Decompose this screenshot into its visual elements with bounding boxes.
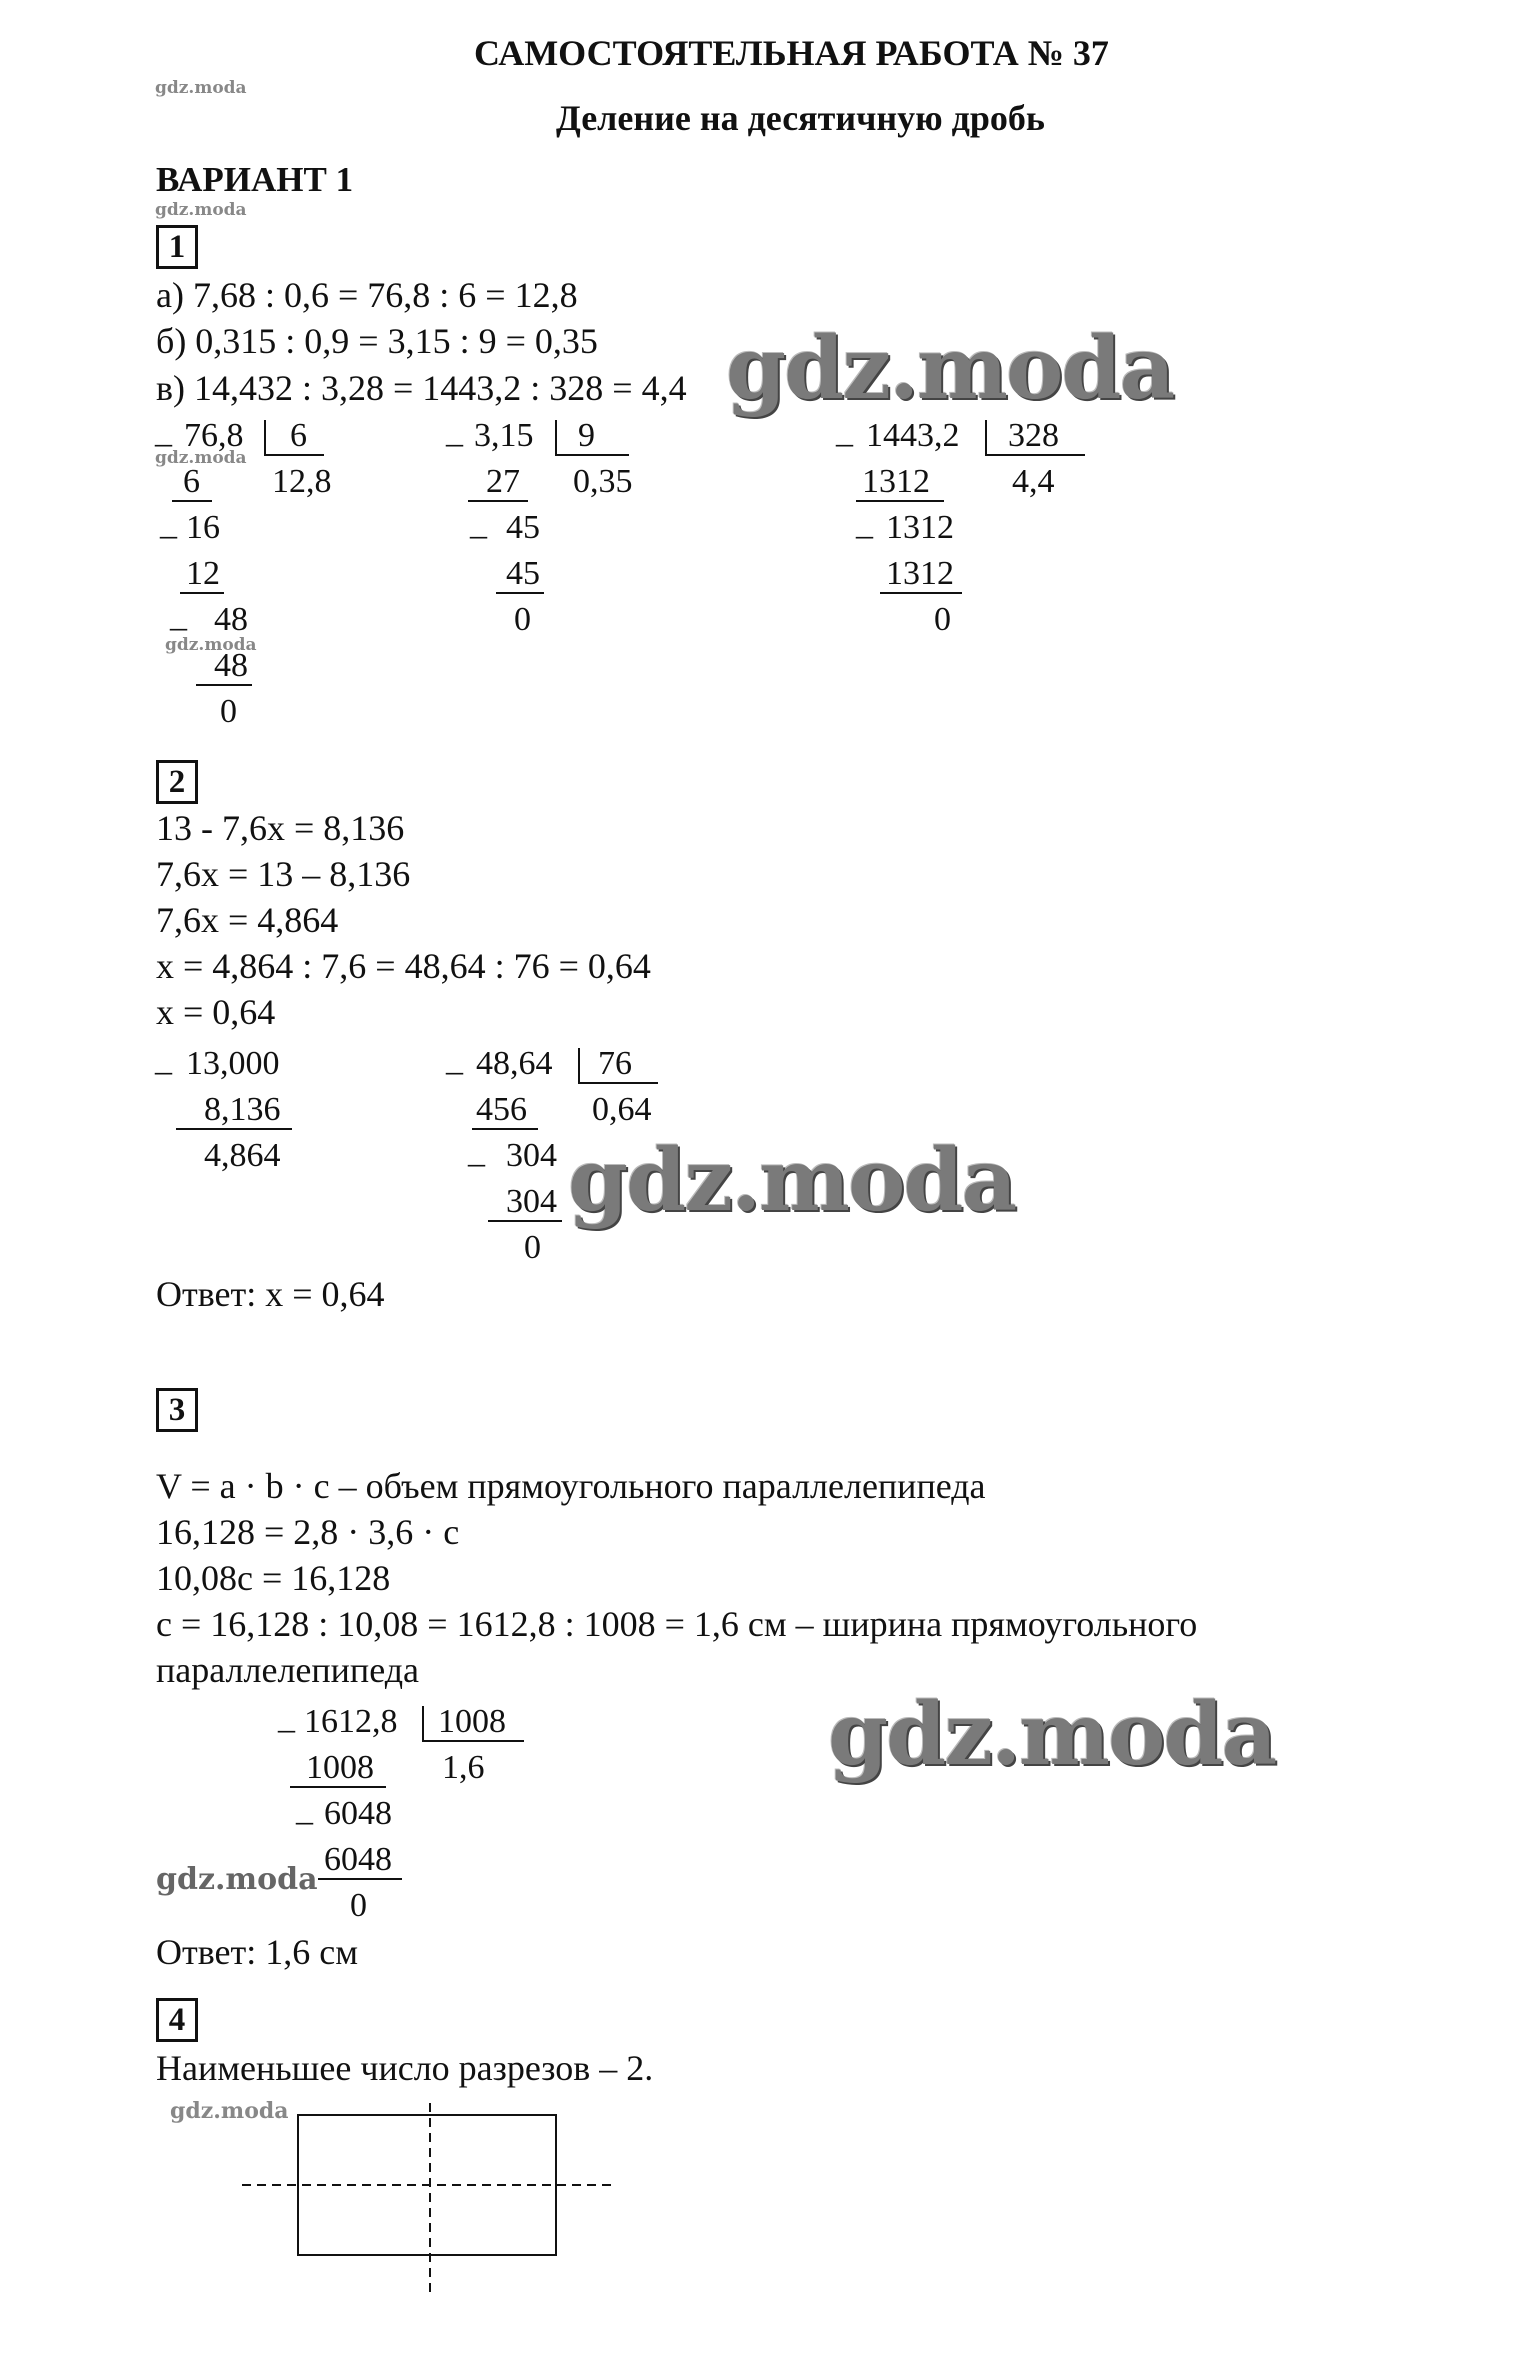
task2-line: 7,6x = 13 – 8,136 bbox=[156, 854, 411, 894]
division-step-line bbox=[468, 500, 528, 502]
subtraction-minuend: 13,000 bbox=[186, 1045, 280, 1082]
watermark-medium: gdz.moda bbox=[156, 1862, 318, 1897]
long-division-divisor: 9 bbox=[578, 417, 595, 454]
task2-answer: Ответ: x = 0,64 bbox=[156, 1274, 385, 1314]
division-quotient-line bbox=[578, 1082, 658, 1084]
watermark-small: gdz.moda bbox=[155, 448, 247, 468]
long-division-dividend: 76,8 bbox=[184, 417, 244, 454]
division-step-line bbox=[472, 1128, 538, 1130]
division-step: 6 bbox=[183, 463, 200, 500]
task1-line-c: в) 14,432 : 3,28 = 1443,2 : 328 = 4,4 bbox=[156, 368, 687, 408]
task3-answer: Ответ: 1,6 см bbox=[156, 1932, 358, 1972]
division-step: 1312 bbox=[886, 509, 954, 546]
division-step-line bbox=[196, 684, 252, 686]
long-division-quotient: 4,4 bbox=[1012, 463, 1055, 500]
division-divider bbox=[264, 420, 266, 456]
long-division-dividend: 1443,2 bbox=[866, 417, 960, 454]
task-number-box: 1 bbox=[156, 225, 198, 269]
long-division-divisor: 328 bbox=[1008, 417, 1059, 454]
division-step: 16 bbox=[186, 509, 220, 546]
division-step-line bbox=[488, 1220, 562, 1222]
task-number-box: 4 bbox=[156, 1998, 198, 2042]
task2-line: 7,6x = 4,864 bbox=[156, 900, 339, 940]
page-subtitle: Деление на десятичную дробь bbox=[556, 98, 1045, 138]
variant-label: ВАРИАНТ 1 bbox=[156, 160, 354, 199]
task3-line: параллелепипеда bbox=[156, 1650, 419, 1690]
minus-sign: _ bbox=[160, 505, 177, 542]
watermark-small: gdz.moda bbox=[155, 200, 247, 220]
division-step-line bbox=[856, 500, 944, 502]
long-division-divisor: 76 bbox=[598, 1045, 632, 1082]
division-step: 0 bbox=[524, 1229, 541, 1266]
task3-line: V = a · b · c – объем прямоугольного параллелепипеда bbox=[156, 1466, 986, 1506]
watermark-large: gdz.moda bbox=[828, 1684, 1276, 1785]
division-step: 304 bbox=[506, 1183, 557, 1220]
subtraction-line bbox=[176, 1128, 292, 1130]
long-division-quotient: 0,64 bbox=[592, 1091, 652, 1128]
division-divider bbox=[578, 1048, 580, 1084]
division-step: 0 bbox=[934, 601, 951, 638]
watermark-small: gdz.moda bbox=[170, 2098, 289, 2124]
minus-sign: _ bbox=[446, 1041, 463, 1078]
minus-sign: _ bbox=[170, 597, 187, 634]
division-step: 27 bbox=[486, 463, 520, 500]
subtraction-subtrahend: 8,136 bbox=[204, 1091, 281, 1128]
division-step: 6048 bbox=[324, 1795, 392, 1832]
division-step: 48 bbox=[214, 647, 248, 684]
division-step: 0 bbox=[350, 1887, 367, 1924]
task-number-box: 3 bbox=[156, 1388, 198, 1432]
task3-line: 16,128 = 2,8 · 3,6 · c bbox=[156, 1512, 460, 1552]
division-quotient-line bbox=[555, 454, 629, 456]
division-quotient-line bbox=[985, 454, 1085, 456]
division-quotient-line bbox=[264, 454, 324, 456]
task1-line-b: б) 0,315 : 0,9 = 3,15 : 9 = 0,35 bbox=[156, 321, 598, 361]
division-step: 304 bbox=[506, 1137, 557, 1174]
minus-sign: _ bbox=[856, 505, 873, 542]
long-division-quotient: 1,6 bbox=[442, 1749, 485, 1786]
minus-sign: _ bbox=[468, 1133, 485, 1170]
division-step: 12 bbox=[186, 555, 220, 592]
watermark-small: gdz.moda bbox=[155, 78, 247, 98]
task2-line: x = 4,864 : 7,6 = 48,64 : 76 = 0,64 bbox=[156, 946, 651, 986]
minus-sign: _ bbox=[836, 413, 853, 450]
long-division-dividend: 48,64 bbox=[476, 1045, 553, 1082]
task-number-box: 2 bbox=[156, 760, 198, 804]
long-division-quotient: 0,35 bbox=[573, 463, 633, 500]
page-title: САМОСТОЯТЕЛЬНАЯ РАБОТА № 37 bbox=[474, 33, 1109, 73]
task1-line-a: а) 7,68 : 0,6 = 76,8 : 6 = 12,8 bbox=[156, 275, 578, 315]
minus-sign: _ bbox=[155, 1041, 172, 1078]
subtraction-result: 4,864 bbox=[204, 1137, 281, 1174]
long-division-divisor: 6 bbox=[290, 417, 307, 454]
division-step-line bbox=[290, 1786, 386, 1788]
long-division-quotient: 12,8 bbox=[272, 463, 332, 500]
division-step: 45 bbox=[506, 555, 540, 592]
division-step-line bbox=[318, 1878, 402, 1880]
division-step-line bbox=[180, 592, 224, 594]
division-step: 1312 bbox=[886, 555, 954, 592]
watermark-large: gdz.moda bbox=[726, 318, 1174, 419]
cut-diagram bbox=[230, 2100, 630, 2300]
division-divider bbox=[985, 420, 987, 456]
task3-line: 10,08c = 16,128 bbox=[156, 1558, 391, 1598]
division-step-line bbox=[496, 592, 544, 594]
minus-sign: _ bbox=[278, 1699, 295, 1736]
division-step-line bbox=[172, 500, 212, 502]
division-step: 6048 bbox=[324, 1841, 392, 1878]
division-step-line bbox=[880, 592, 962, 594]
division-step: 48 bbox=[214, 601, 248, 638]
long-division-divisor: 1008 bbox=[438, 1703, 506, 1740]
division-divider bbox=[422, 1706, 424, 1742]
division-step: 0 bbox=[514, 601, 531, 638]
minus-sign: _ bbox=[296, 1791, 313, 1828]
watermark-large: gdz.moda bbox=[568, 1130, 1016, 1231]
minus-sign: _ bbox=[155, 413, 172, 450]
task2-line: x = 0,64 bbox=[156, 992, 276, 1032]
minus-sign: _ bbox=[446, 413, 463, 450]
long-division-dividend: 1612,8 bbox=[304, 1703, 398, 1740]
division-quotient-line bbox=[422, 1740, 524, 1742]
division-step: 45 bbox=[506, 509, 540, 546]
task2-line: 13 - 7,6x = 8,136 bbox=[156, 808, 405, 848]
division-step: 0 bbox=[220, 693, 237, 730]
division-divider bbox=[555, 420, 557, 456]
long-division-dividend: 3,15 bbox=[474, 417, 534, 454]
task3-line: c = 16,128 : 10,08 = 1612,8 : 1008 = 1,6 см – ширина прямоугольного bbox=[156, 1604, 1198, 1644]
task4-line: Наименьшее число разрезов – 2. bbox=[156, 2048, 654, 2088]
minus-sign: _ bbox=[470, 505, 487, 542]
division-step: 456 bbox=[476, 1091, 527, 1128]
division-step: 1312 bbox=[862, 463, 930, 500]
division-step: 1008 bbox=[306, 1749, 374, 1786]
watermark-small: gdz.moda bbox=[165, 635, 257, 655]
